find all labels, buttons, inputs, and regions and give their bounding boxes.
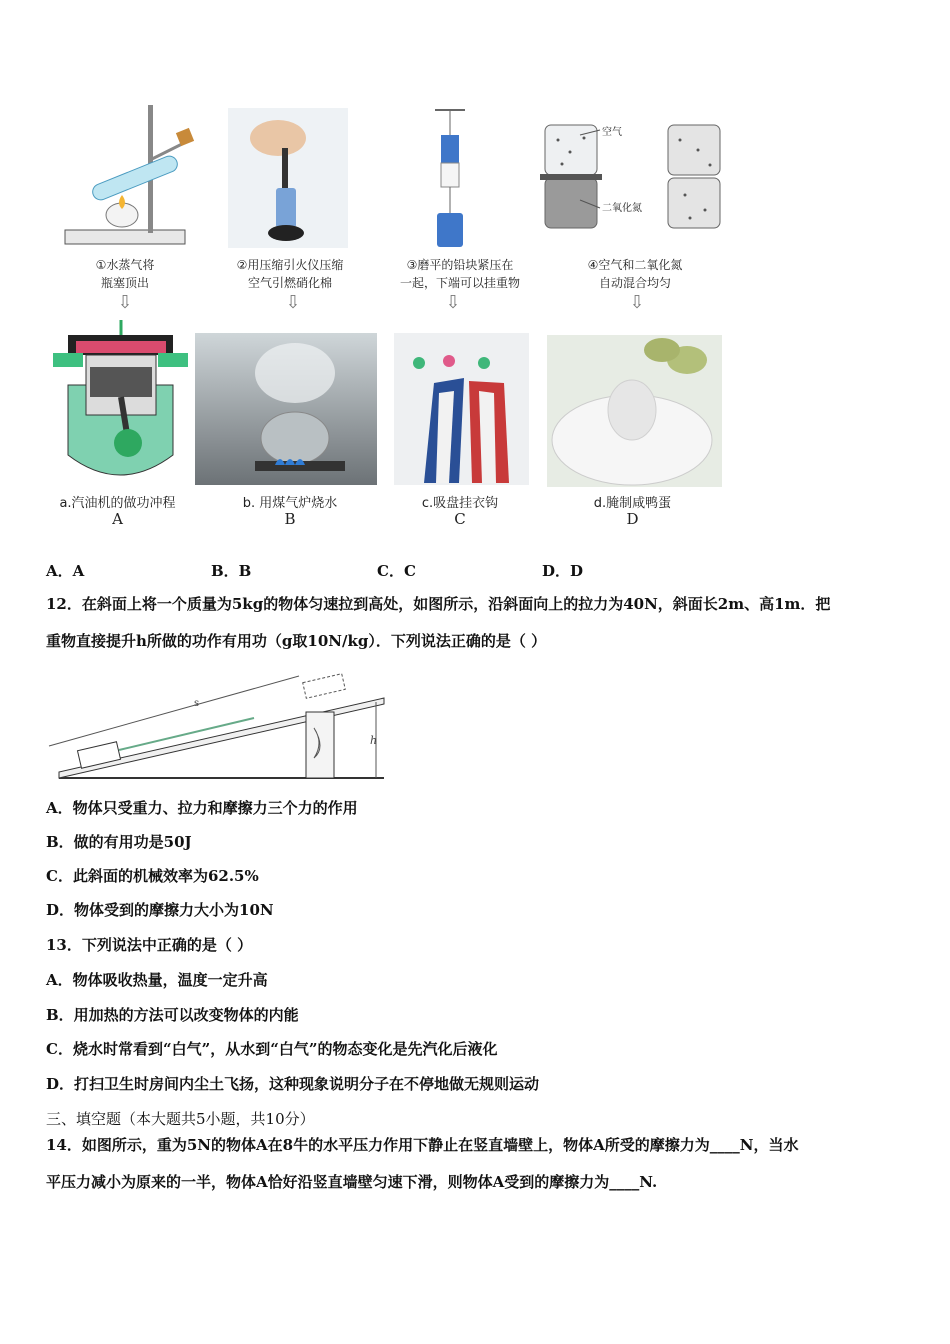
q13-option-b[interactable]: B．用加热的方法可以改变物体的内能 xyxy=(46,1006,299,1024)
down-arrow-icon: ⇩ xyxy=(445,292,461,313)
application-d-letter: D xyxy=(626,510,639,528)
q11-option-d[interactable]: D．D xyxy=(542,562,584,580)
q11-option-a[interactable]: A．A xyxy=(46,562,85,580)
q12-option-a[interactable]: A．物体只受重力、拉力和摩擦力三个力的作用 xyxy=(46,799,358,817)
q12-option-b[interactable]: B．做的有用功是50J xyxy=(46,833,192,851)
q13-option-c[interactable]: C．烧水时常看到“白气”，从水到“白气”的物态变化是先汽化后液化 xyxy=(46,1040,498,1058)
application-b-caption: b. 用煤气炉烧水 xyxy=(242,496,338,511)
section-3-heading: 三、填空题（本大题共5小题，共10分） xyxy=(46,1110,315,1128)
engine-power-stroke-illustration xyxy=(48,315,193,490)
application-a-caption: a.汽油机的做功冲程 xyxy=(59,496,176,511)
q12-option-c[interactable]: C．此斜面的机械效率为62.5% xyxy=(46,867,259,885)
q12-stem-line2: 重物直接提升h所做的功作有用功（g取10N/kg）．下列说法正确的是（ ） xyxy=(46,632,547,650)
application-c-caption: c.吸盘挂衣钩 xyxy=(421,496,499,511)
application-d-caption: d.腌制咸鸭蛋 xyxy=(593,496,672,511)
q12-option-d[interactable]: D．物体受到的摩擦力大小为10N xyxy=(46,901,274,919)
q14-line1: 14．如图所示，重为5N的物体A在8牛的水平压力作用下静止在竖直墙壁上，物体A所受的摩擦力为____N，当水 xyxy=(46,1136,799,1154)
q12-stem-line1: 12．在斜面上将一个质量为5kg的物体匀速拉到高处，如图所示，沿斜面向上的拉力为40N，斜面长2m、高1m．把 xyxy=(46,595,831,613)
incline-length-label: s xyxy=(194,698,200,709)
application-b-letter: B xyxy=(284,510,296,528)
compression-igniter-photo xyxy=(228,108,348,248)
gas-jars-illustration xyxy=(540,120,730,240)
salted-eggs-photo xyxy=(547,335,722,487)
experiment-1-label: ①水蒸气将 瓶塞顶出 xyxy=(95,258,155,290)
suction-hooks-photo xyxy=(394,333,529,485)
q14-line2: 平压力减小为原来的一半，物体A恰好沿竖直墙壁匀速下滑，则物体A受到的摩擦力为____N. xyxy=(46,1173,658,1191)
incline-diagram xyxy=(44,668,392,786)
incline-height-label: h xyxy=(370,734,378,747)
q13-option-a[interactable]: A．物体吸收热量，温度一定升高 xyxy=(46,971,268,989)
experiment-figure xyxy=(40,100,740,540)
jar-label-no2: 二氧化氮 xyxy=(602,203,642,214)
q11-option-c[interactable]: C．C xyxy=(377,562,416,580)
application-a-letter: A xyxy=(112,510,123,528)
down-arrow-icon: ⇩ xyxy=(117,292,133,313)
down-arrow-icon: ⇩ xyxy=(285,292,301,313)
steam-tube-illustration xyxy=(60,100,210,250)
q13-option-d[interactable]: D．打扫卫生时房间内尘土飞扬，这种现象说明分子在不停地做无规则运动 xyxy=(46,1075,540,1093)
experiment-2-label: ②用压缩引火仪压缩 空气引燃硝化棉 xyxy=(236,258,344,290)
experiment-4-label: ④空气和二氧化氮 自动混合均匀 xyxy=(587,258,683,290)
lead-blocks-illustration xyxy=(425,105,475,250)
application-c-letter: C xyxy=(454,510,466,528)
down-arrow-icon: ⇩ xyxy=(629,292,645,313)
jar-label-air: 空气 xyxy=(602,127,622,138)
q13-stem: 13．下列说法中正确的是（ ） xyxy=(46,936,253,954)
experiment-3-label: ③磨平的铅块紧压在 一起，下端可以挂重物 xyxy=(399,258,520,290)
q11-option-b[interactable]: B．B xyxy=(211,562,252,580)
gas-stove-kettle-photo xyxy=(195,333,377,485)
